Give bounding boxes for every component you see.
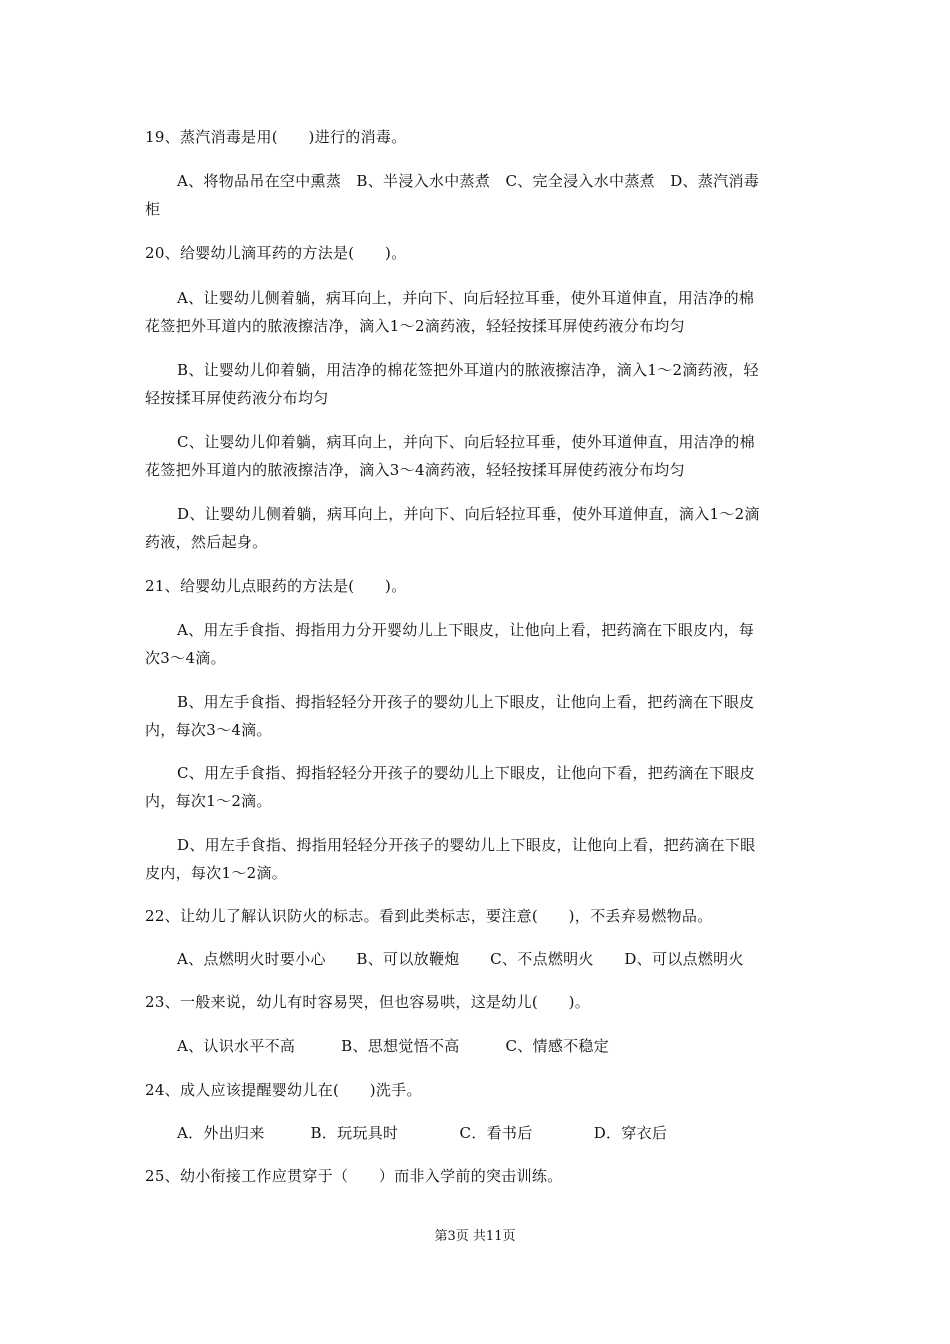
question-21-option-b-line-2: 内，每次3～4滴。 (145, 721, 272, 739)
question-24-options: A．外出归来 B．玩玩具时 C．看书后 D．穿衣后 (177, 1124, 668, 1142)
question-20-option-d-line-1: D、让婴幼儿侧着躺，病耳向上，并向下、向后轻拉耳垂，使外耳道伸直，滴入1～2滴 (177, 505, 760, 523)
question-24-stem: 24、成人应该提醒婴幼儿在( )洗手。 (145, 1081, 422, 1099)
question-21-option-d-line-1: D、用左手食指、拇指用轻轻分开孩子的婴幼儿上下眼皮，让他向上看，把药滴在下眼 (177, 836, 756, 854)
question-20-option-d-line-2: 药液，然后起身。 (145, 533, 268, 551)
question-20-option-a-line-1: A、让婴幼儿侧着躺，病耳向上，并向下、向后轻拉耳垂，使外耳道伸直，用洁净的棉 (177, 289, 755, 307)
question-19-options-line-2: 柜 (145, 200, 161, 218)
question-20-option-c-line-2: 花签把外耳道内的脓液擦洁净，滴入3～4滴药液，轻轻按揉耳屏使药液分布均匀 (145, 461, 685, 479)
question-20-option-c-line-1: C、让婴幼儿仰着躺，病耳向上，并向下、向后轻拉耳垂，使外耳道伸直，用洁净的棉 (177, 433, 755, 451)
question-22-options: A、点燃明火时要小心 B、可以放鞭炮 C、不点燃明火 D、可以点燃明火 (177, 950, 744, 968)
question-23-options: A、认识水平不高 B、思想觉悟不高 C、情感不稳定 (177, 1037, 610, 1055)
question-25-stem: 25、幼小衔接工作应贯穿于（ ）而非入学前的突击训练。 (145, 1167, 563, 1185)
question-22-stem: 22、让幼儿了解认识防火的标志。看到此类标志，要注意( )，不丢弃易燃物品。 (145, 907, 713, 925)
question-21-option-c-line-1: C、用左手食指、拇指轻轻分开孩子的婴幼儿上下眼皮，让他向下看，把药滴在下眼皮 (177, 764, 755, 782)
question-21-option-a-line-1: A、用左手食指、拇指用力分开婴幼儿上下眼皮，让他向上看，把药滴在下眼皮内，每 (177, 621, 755, 639)
question-21-option-a-line-2: 次3～4滴。 (145, 649, 226, 667)
question-19-options-line-1: A、将物品吊在空中熏蒸 B、半浸入水中蒸煮 C、完全浸入水中蒸煮 D、蒸汽消毒 (177, 172, 760, 190)
page-number-footer: 第3页 共11页 (434, 1229, 516, 1244)
question-20-option-b-line-1: B、让婴幼儿仰着躺，用洁净的棉花签把外耳道内的脓液擦洁净，滴入1～2滴药液，轻 (177, 361, 759, 379)
question-21-option-b-line-1: B、用左手食指、拇指轻轻分开孩子的婴幼儿上下眼皮，让他向上看，把药滴在下眼皮 (177, 693, 755, 711)
question-21-stem: 21、给婴幼儿点眼药的方法是( )。 (145, 577, 407, 595)
question-21-option-c-line-2: 内，每次1～2滴。 (145, 792, 272, 810)
question-20-option-a-line-2: 花签把外耳道内的脓液擦洁净，滴入1～2滴药液，轻轻按揉耳屏使药液分布均匀 (145, 317, 685, 335)
question-23-stem: 23、一般来说，幼儿有时容易哭，但也容易哄，这是幼儿( )。 (145, 993, 591, 1011)
question-20-option-b-line-2: 轻按揉耳屏使药液分布均匀 (145, 389, 329, 407)
question-19-stem: 19、蒸汽消毒是用( )进行的消毒。 (145, 128, 407, 146)
question-20-stem: 20、给婴幼儿滴耳药的方法是( )。 (145, 244, 407, 262)
question-21-option-d-line-2: 皮内，每次1～2滴。 (145, 864, 288, 882)
